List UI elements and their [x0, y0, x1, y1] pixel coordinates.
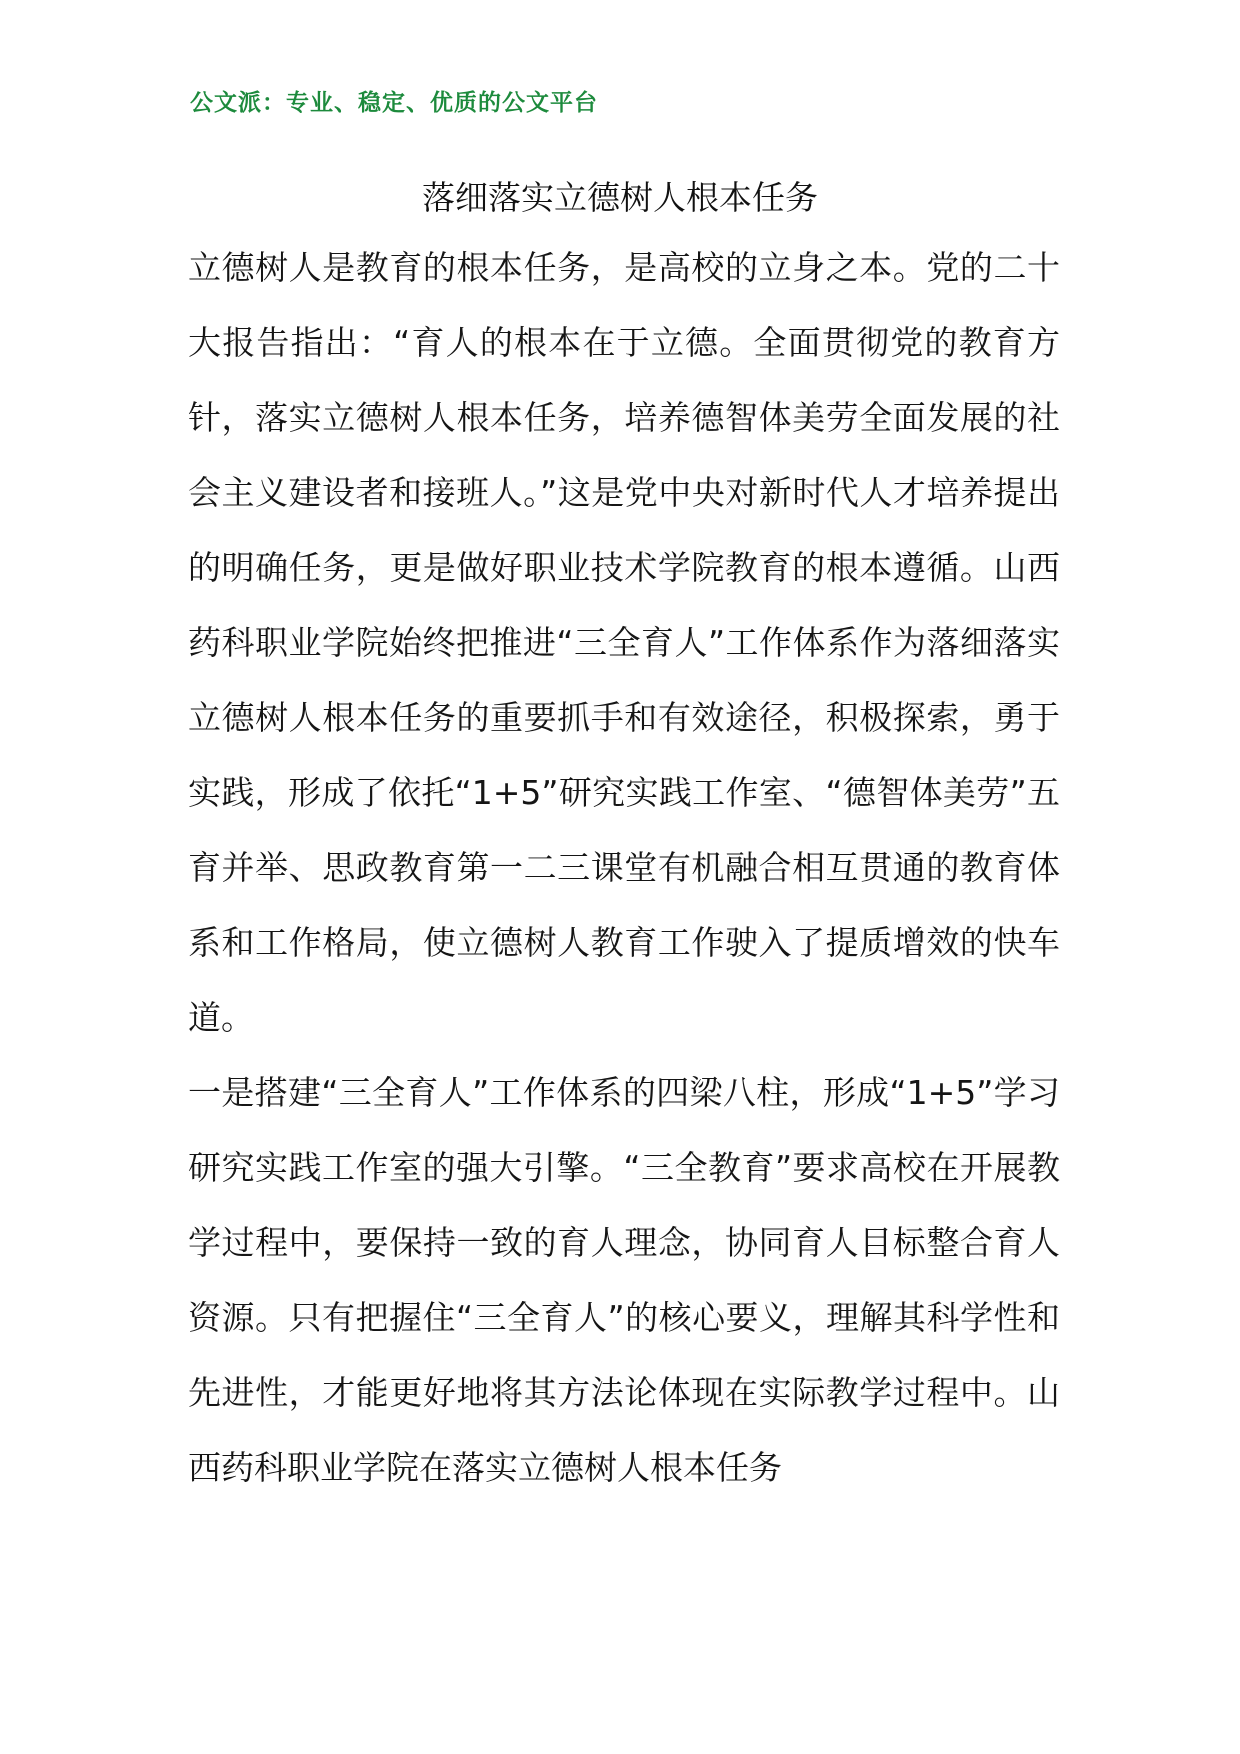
paragraph-first-point: 一是搭建“三全育人”工作体系的四梁八柱，形成“1+5”学习研究实践工作室的强大引擎。“三全教育”要求高校在开展教学过程中，要保持一致的育人理念，协同育人目标整合育人资源。只有把握住“三全育人”的核心要义，理解其科学性和先进性，才能更好地将其方法论体现在实际教学过程中。山西药科职业学院在落实立德树人根本任务	[188, 1073, 1060, 1487]
document-body	[188, 230, 1060, 1505]
platform-header-note: 公文派：专业、稳定、优质的公文平台	[190, 90, 598, 116]
document-title: 落细落实立德树人根本任务	[422, 178, 818, 217]
paragraph-intro: 立德树人是教育的根本任务，是高校的立身之本。党的二十大报告指出：“育人的根本在于立德。全面贯彻党的教育方针，落实立德树人根本任务，培养德智体美劳全面发展的社会主义建设者和接班人。”这是党中央对新时代人才培养提出的明确任务，更是做好职业技术学院教育的根本遵循。山西药科职业学院始终把推进“三全育人”工作体系作为落细落实立德树人根本任务的重要抓手和有效途径，积极探索，勇于实践，形成了依托“1+5”研究实践工作室、“德智体美劳”五育并举、思政教育第一二三课堂有机融合相互贯通的教育体系和工作格局，使立德树人教育工作驶入了提质增效的快车道。	[188, 248, 1060, 1037]
